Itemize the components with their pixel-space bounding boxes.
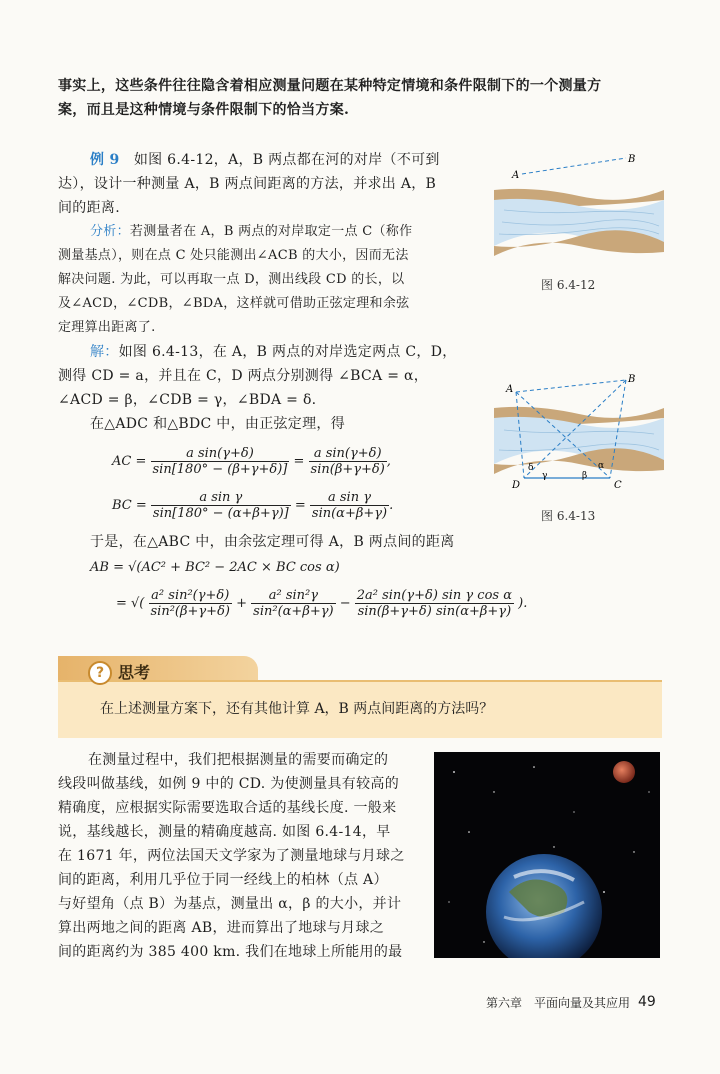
analysis-line: 若测量者在 A，B 两点的对岸取定一点 C（称作 <box>129 224 413 239</box>
ab-formula-2: = √( $\frac{\text{a² sin²(γ+δ)}}{\text{sin²(β+γ+δ)}}$ + $\frac{\text{a² sin²γ}}{\text{sin²(α+β+γ)}}$ − $\frac{\text{2a² sin(γ+δ) sin γ cos α}}{\sin(\beta+\gamma+\delta) \sin(\alpha+\beta+\gamma)}$ ). <box>116 588 528 619</box>
think-question: 在上述测量方案下，还有其他计算 A，B 两点间距离的方法吗？ <box>100 701 494 717</box>
denominator: sin(β+γ+δ) sin(α+β+γ) <box>357 604 512 619</box>
angle-delta-label: δ <box>528 463 534 473</box>
earth-moon-illustration <box>434 752 660 958</box>
point-b-label: B <box>628 374 636 385</box>
analysis-line: 定理算出距离了. <box>58 320 156 335</box>
solution-label: 解： <box>90 344 119 360</box>
bc-formula: BC = $\frac{\text{a sin γ}}{\sin[180^\circ - (\alpha+\beta+\gamma)]}$ = $\frac{\text{a sin γ}}{\sin(\alpha+\beta+\gamma)}$ . <box>112 490 394 521</box>
numerator: a sin(γ+δ) <box>309 446 387 462</box>
figure-caption: 图 6.4-12 <box>541 278 596 292</box>
denominator: sin²(α+β+γ) <box>253 604 334 619</box>
ac-fraction-2 <box>309 446 387 477</box>
figure-caption: 图 6.4-13 <box>541 509 596 523</box>
intro-line: 案，而且是这种情境与条件限制下的恰当方案. <box>58 102 350 118</box>
paragraph-line: 说，基线越长，测量的精确度越高. 如图 6.4-14，早 <box>58 824 391 840</box>
denominator: sin(α+β+γ) <box>311 506 388 521</box>
paragraph-line: 在 1671 年，两位法国天文学家为了测量地球与月球之 <box>58 848 405 864</box>
ac-lhs: AC = <box>112 454 147 469</box>
example-line: 达），设计一种测量 A，B 两点间距离的方法，并求出 A，B <box>58 176 437 192</box>
river-figure-1 <box>494 150 664 270</box>
ab-term-3 <box>355 588 514 619</box>
analysis-line: 解决问题. 为此，可以再取一点 D，测出线段 CD 的长，以 <box>58 272 405 287</box>
chapter-footer: 第六章 平面向量及其应用 <box>486 996 631 1010</box>
bc-fraction-2 <box>310 490 389 521</box>
bc-lhs: BC = <box>112 498 147 513</box>
ac-fraction-1 <box>151 446 290 477</box>
paragraph-line: 间的距离，利用几乎位于同一经线上的柏林（点 A） <box>58 872 388 888</box>
solution-line: 如图 6.4-13，在 A，B 两点的对岸选定两点 C，D， <box>118 344 457 360</box>
intro-line: 事实上，这些条件往往隐含着相应测量问题在某种特定情境和条件限制下的一个测量方 <box>58 78 602 94</box>
angle-gamma-label: γ <box>542 471 548 481</box>
numerator: a² sin²γ <box>251 588 335 604</box>
numerator: 2a² sin(γ+δ) sin γ cos α <box>356 588 512 603</box>
paragraph-line: 算出两地之间的距离 AB，进而算出了地球与月球之 <box>58 920 385 936</box>
paragraph-line: 线段叫做基线，如例 9 中的 CD. 为使测量具有较高的 <box>58 776 399 792</box>
numerator: a sin γ <box>310 490 389 506</box>
example-label: 例 9 <box>90 152 120 168</box>
solution-line: 在△ADC 和△BDC 中，由正弦定理，得 <box>90 416 346 432</box>
numerator: a sin(γ+δ) <box>151 446 290 462</box>
paragraph-line: 在测量过程中，我们把根据测量的需要而确定的 <box>88 752 389 768</box>
example-line: 间的距离. <box>58 200 120 216</box>
paragraph-line: 与好望角（点 B）为基点，测量出 α，β 的大小，并计 <box>58 896 402 912</box>
numerator: a² sin²(γ+δ) <box>149 588 232 604</box>
ab-term-1 <box>149 588 232 619</box>
paragraph-line: 间的距离约为 385 400 km. 我们在地球上所能用的最 <box>58 944 403 960</box>
denominator: sin[180° − (β+γ+δ)] <box>152 462 288 477</box>
page-number: 49 <box>638 994 656 1010</box>
analysis-line: 测量基点），则在点 C 处只能测出∠ACB 的大小，因而无法 <box>58 248 409 263</box>
example-line: 如图 6.4-12，A，B 两点都在河的对岸（不可到 <box>133 152 440 168</box>
then-line: 于是，在△ABC 中，由余弦定理可得 A，B 两点间的距离 <box>90 534 455 550</box>
paragraph-line: 精确度，应根据实际需要选取合适的基线长度. 一般来 <box>58 800 397 816</box>
think-title: 思考 <box>118 663 151 682</box>
example-block <box>58 148 478 436</box>
angle-beta-label: β <box>582 471 588 481</box>
earth-moon-image <box>434 752 660 958</box>
denominator: sin²(β+γ+δ) <box>150 604 230 619</box>
question-icon: ? <box>88 661 112 685</box>
river-figure-2 <box>494 370 664 498</box>
point-d-label: D <box>512 480 521 491</box>
solution-line: ∠ACD = β，∠CDB = γ，∠BDA = δ. <box>58 392 317 408</box>
angle-alpha-label: α <box>598 461 605 471</box>
denominator: sin[180° − (α+β+γ)] <box>152 506 289 521</box>
point-a-label: A <box>506 384 514 395</box>
ab-formula-1: AB = √(AC² + BC² − 2AC × BC cos α) <box>90 560 340 575</box>
numerator: a sin γ <box>151 490 291 506</box>
intro-paragraph <box>58 74 658 122</box>
baseline-paragraph <box>58 748 422 964</box>
ab-term-2 <box>251 588 335 619</box>
denominator: sin(β+γ+δ) <box>310 462 385 477</box>
point-c-label: C <box>614 480 622 491</box>
solution-line: 测得 CD = a，并且在 C，D 两点分别测得 ∠BCA = α， <box>58 368 429 384</box>
analysis-label: 分析： <box>90 224 130 239</box>
analysis-line: 及∠ACD，∠CDB，∠BDA，这样就可借助正弦定理和余弦 <box>58 296 410 311</box>
ac-formula: AC = $\frac{\text{a sin(γ+δ)}}{\sin[180^\circ - (\beta+\gamma+\delta)]}$ = $\frac{\text{a sin(γ+δ)}}{\sin(\beta+\gamma+\delta)}$ , <box>112 446 391 477</box>
bc-fraction-1 <box>151 490 291 521</box>
point-a-label: A <box>512 170 520 181</box>
point-b-label: B <box>628 154 636 165</box>
